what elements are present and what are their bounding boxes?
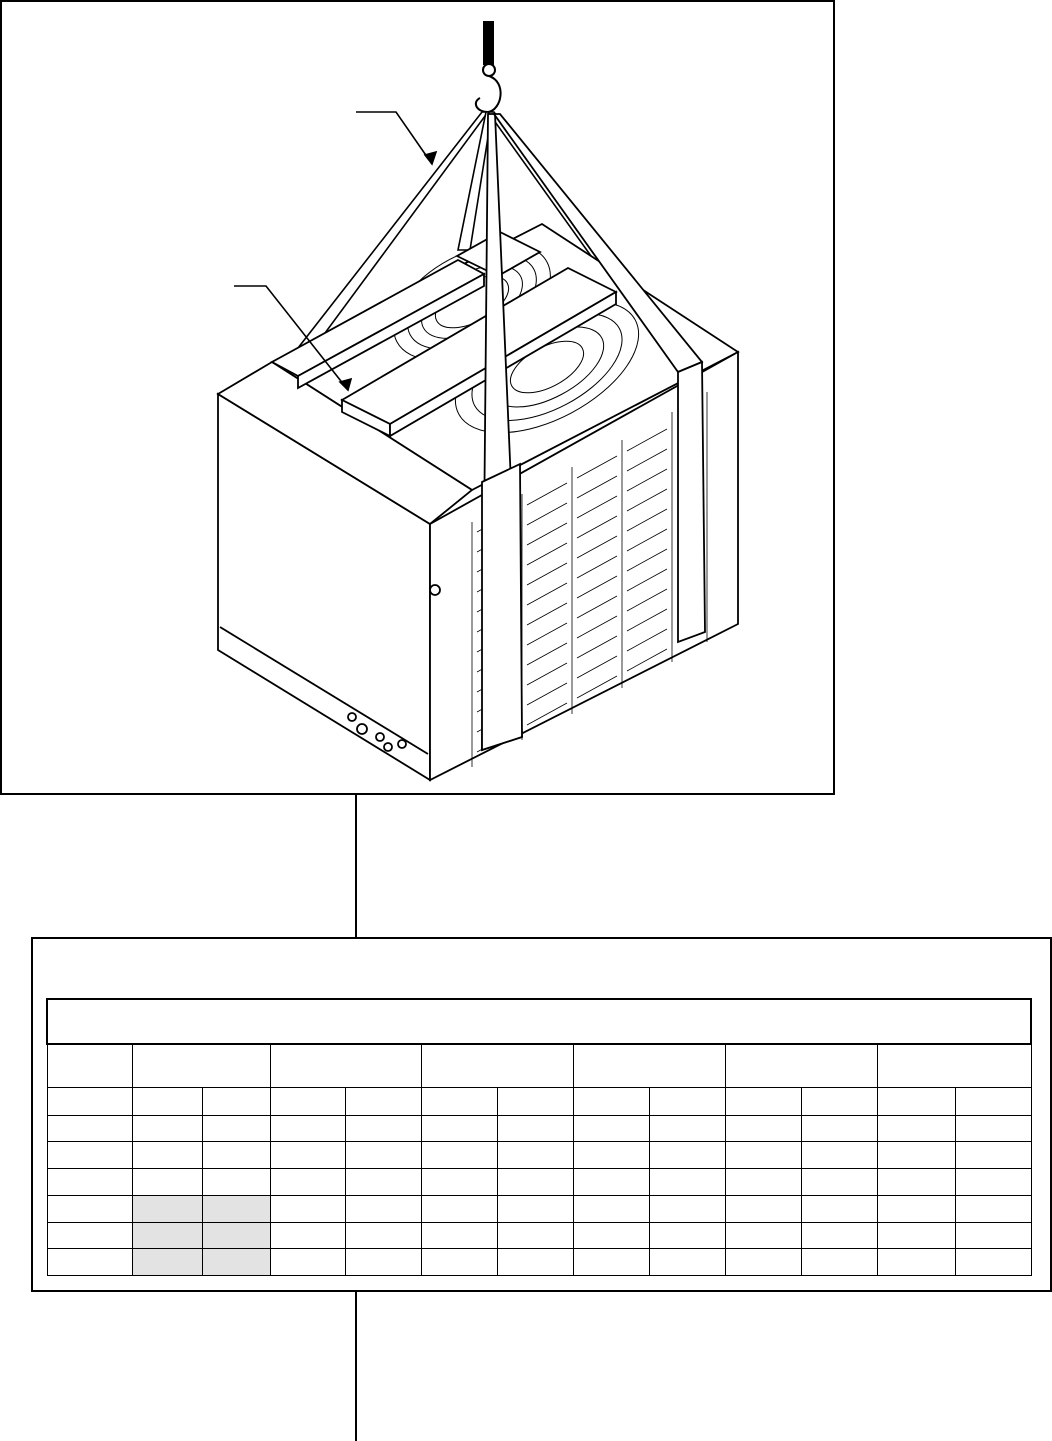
table-cell (649, 1169, 725, 1196)
table-cell (801, 1195, 877, 1222)
table-cell (955, 1222, 1031, 1249)
table-cell (47, 1195, 132, 1222)
table-cell (497, 1142, 573, 1169)
table-cell (877, 1249, 955, 1276)
table-cell (202, 1222, 270, 1249)
data-table-box (31, 937, 1052, 1292)
table-cell (877, 1142, 955, 1169)
group-header-cell (270, 1044, 421, 1088)
table-cell (649, 1222, 725, 1249)
table-cell (47, 1169, 132, 1196)
data-table (46, 998, 1032, 1276)
table-cell (573, 1222, 649, 1249)
sub-header-cell (47, 1087, 132, 1115)
sub-header-cell (725, 1087, 801, 1115)
table-cell (955, 1142, 1031, 1169)
table-cell (132, 1115, 202, 1142)
table-cell (421, 1249, 497, 1276)
table-cell (345, 1169, 421, 1196)
table-cell (270, 1195, 345, 1222)
table-cell (497, 1115, 573, 1142)
table-cell (801, 1115, 877, 1142)
table-cell (573, 1115, 649, 1142)
table-cell (345, 1249, 421, 1276)
table-cell (801, 1222, 877, 1249)
table-body (47, 999, 1031, 1276)
table-cell (202, 1169, 270, 1196)
table-cell (345, 1115, 421, 1142)
sub-header-cell (801, 1087, 877, 1115)
table-cell (725, 1142, 801, 1169)
sub-header-cell (955, 1087, 1031, 1115)
lifting-figure (0, 0, 835, 795)
table-cell (649, 1195, 725, 1222)
column-rule-upper (355, 795, 357, 937)
table-row (47, 1115, 1031, 1142)
table-cell (649, 1249, 725, 1276)
table-cell (132, 1249, 202, 1276)
sub-header-cell (202, 1087, 270, 1115)
sub-header-cell (270, 1087, 345, 1115)
table-cell (877, 1169, 955, 1196)
table-cell (202, 1195, 270, 1222)
column-rule-lower (355, 1292, 357, 1441)
table-cell (132, 1222, 202, 1249)
table-cell (955, 1115, 1031, 1142)
sub-header-cell (497, 1087, 573, 1115)
table-row (47, 1142, 1031, 1169)
table-cell (573, 1195, 649, 1222)
table-cell (497, 1249, 573, 1276)
table-cell (497, 1169, 573, 1196)
table-cell (270, 1222, 345, 1249)
sub-header-cell (345, 1087, 421, 1115)
crane-hook-icon (476, 22, 501, 112)
table-cell (801, 1169, 877, 1196)
table-cell (47, 1222, 132, 1249)
table-cell (421, 1142, 497, 1169)
row-header-cell (47, 1044, 132, 1088)
group-header-cell (132, 1044, 270, 1088)
table-cell (270, 1142, 345, 1169)
table-cell (497, 1222, 573, 1249)
table-cell (955, 1169, 1031, 1196)
sub-header-cell (132, 1087, 202, 1115)
table-cell (801, 1142, 877, 1169)
sub-header-cell (649, 1087, 725, 1115)
table-cell (649, 1142, 725, 1169)
table-cell (132, 1195, 202, 1222)
table-row (47, 1222, 1031, 1249)
table-cell (497, 1195, 573, 1222)
table-cell (573, 1169, 649, 1196)
sub-header-cell (573, 1087, 649, 1115)
table-cell (47, 1249, 132, 1276)
table-cell (649, 1115, 725, 1142)
table-cell (47, 1142, 132, 1169)
table-cell (270, 1115, 345, 1142)
table-title (53, 951, 1030, 981)
table-cell (877, 1195, 955, 1222)
table-cell (270, 1249, 345, 1276)
table-cell (345, 1222, 421, 1249)
table-cell (421, 1115, 497, 1142)
group-header-cell (573, 1044, 725, 1088)
table-cell (573, 1142, 649, 1169)
table-cell (877, 1222, 955, 1249)
table-cell (202, 1142, 270, 1169)
table-cell (421, 1222, 497, 1249)
table-cell (202, 1249, 270, 1276)
table-row (47, 1195, 1031, 1222)
table-cell (132, 1169, 202, 1196)
table-cell (877, 1115, 955, 1142)
table-cell (955, 1249, 1031, 1276)
table-cell (725, 1115, 801, 1142)
condenser-cabinet (218, 224, 738, 780)
sub-header-cell (877, 1087, 955, 1115)
table-cell (955, 1195, 1031, 1222)
table-caption (47, 999, 1031, 1044)
table-cell (47, 1115, 132, 1142)
group-header-cell (725, 1044, 877, 1088)
table-cell (421, 1169, 497, 1196)
table-cell (345, 1195, 421, 1222)
table-cell (725, 1169, 801, 1196)
group-header-cell (877, 1044, 1031, 1088)
table-cell (132, 1142, 202, 1169)
group-header-cell (421, 1044, 573, 1088)
sub-header-cell (421, 1087, 497, 1115)
table-cell (725, 1249, 801, 1276)
table-cell (421, 1195, 497, 1222)
table-cell (345, 1142, 421, 1169)
table-cell (725, 1195, 801, 1222)
table-cell (270, 1169, 345, 1196)
table-row (47, 1169, 1031, 1196)
table-cell (725, 1222, 801, 1249)
table-cell (801, 1249, 877, 1276)
table-row (47, 1249, 1031, 1276)
table-cell (573, 1249, 649, 1276)
table-cell (202, 1115, 270, 1142)
lifting-illustration (2, 2, 837, 797)
